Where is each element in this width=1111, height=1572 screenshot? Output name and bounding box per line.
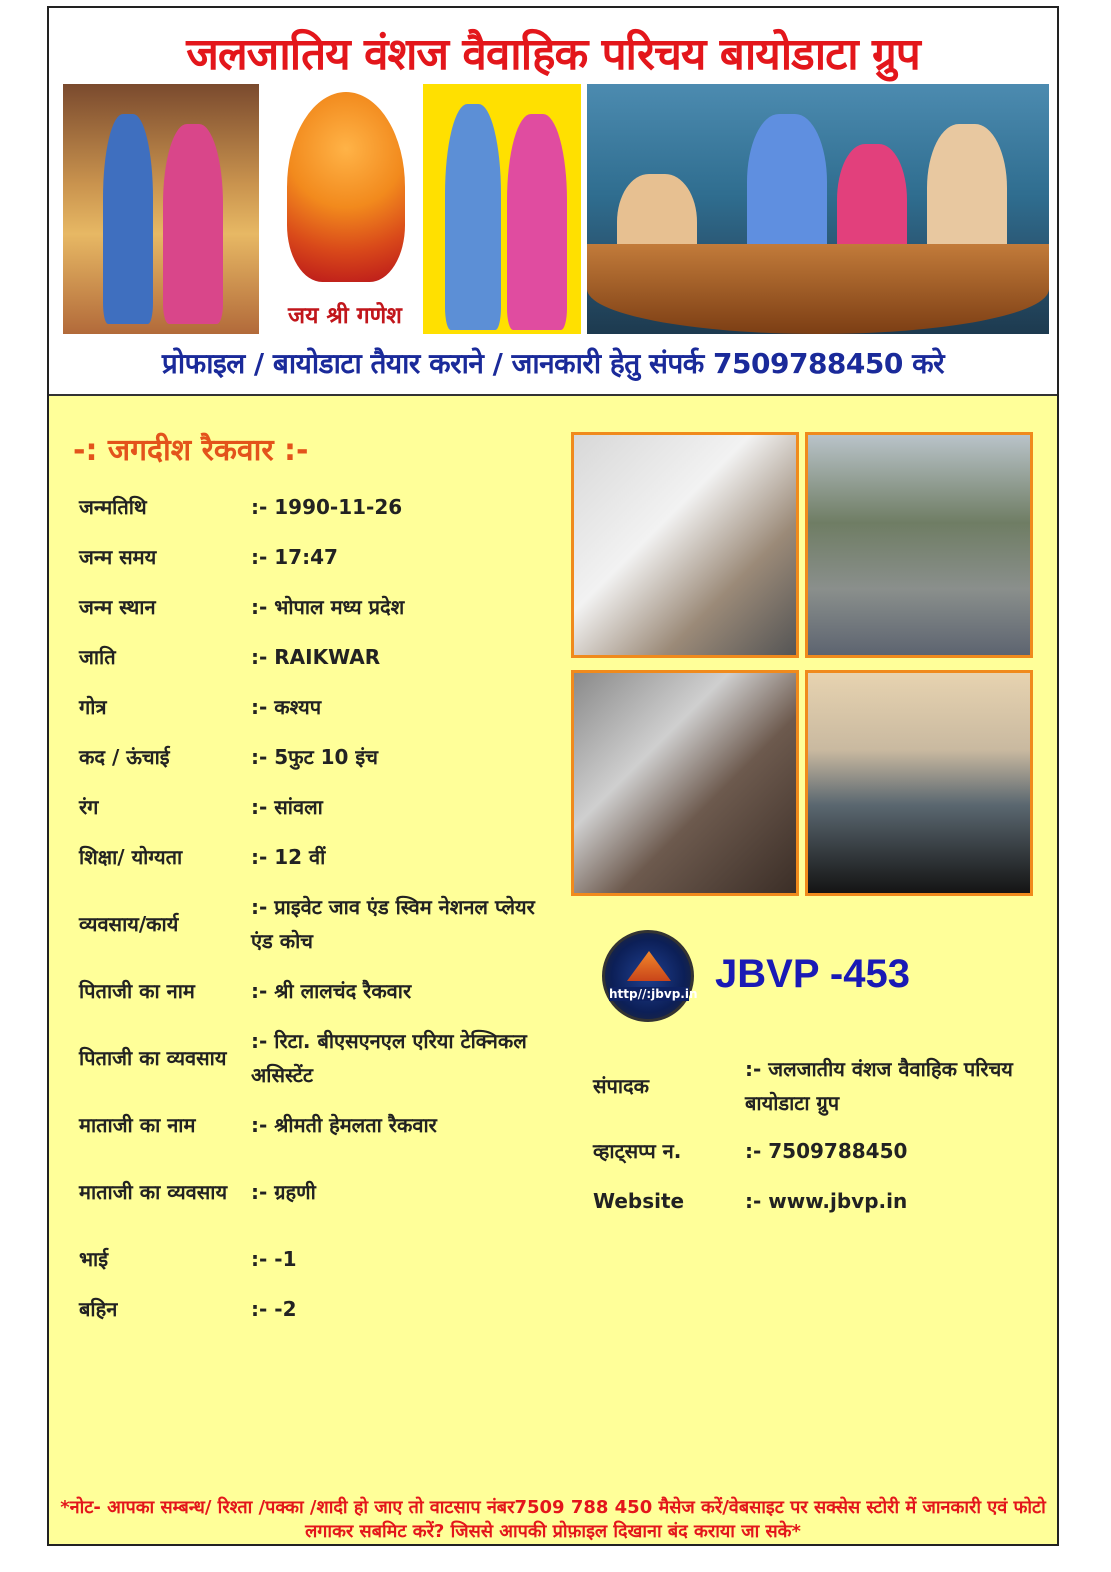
detail-label: जन्मतिथि <box>79 495 147 519</box>
ganesh-caption: जय श्री गणेश <box>288 303 402 329</box>
boat-scene-image <box>587 84 1049 334</box>
jbvp-logo-icon <box>602 930 698 1022</box>
detail-value: :- ग्रहणी <box>251 1180 316 1204</box>
whatsapp-number[interactable]: :- 7509788450 <box>745 1139 908 1163</box>
group-title: जलजातिय वंशज वैवाहिक परिचय बायोडाटा ग्रुप <box>186 29 920 80</box>
detail-label: जाति <box>79 645 116 669</box>
detail-row <box>79 682 559 732</box>
website-link[interactable]: :- www.jbvp.in <box>745 1189 908 1213</box>
candidate-name: -: जगदीश रैकवार :- <box>73 433 309 468</box>
detail-row <box>79 782 559 832</box>
detail-row <box>79 732 559 782</box>
detail-row <box>79 1016 559 1100</box>
detail-label: पिताजी का व्यवसाय <box>79 1046 227 1070</box>
detail-label: बहिन <box>79 1297 118 1321</box>
detail-value: :- 5फुट 10 इंच <box>251 745 378 769</box>
editor-label: Website <box>593 1189 685 1213</box>
detail-row <box>79 532 559 582</box>
detail-label: जन्म स्थान <box>79 595 156 619</box>
detail-row <box>79 582 559 632</box>
detail-value: :- श्री लालचंद रैकवार <box>251 979 412 1003</box>
detail-row <box>79 1234 559 1284</box>
detail-value: :- 12 वीं <box>251 845 326 869</box>
house-icon <box>627 951 671 981</box>
detail-label: शिक्षा/ योग्यता <box>79 845 183 869</box>
ram-sita-image <box>63 84 259 334</box>
detail-row <box>79 966 559 1016</box>
editor-table <box>593 1046 1033 1226</box>
detail-row <box>79 1284 559 1334</box>
detail-value: :- 17:47 <box>251 545 338 569</box>
detail-row <box>79 632 559 682</box>
detail-value: :- -1 <box>251 1247 297 1271</box>
detail-label: व्यवसाय/कार्य <box>79 912 179 936</box>
candidate-photo-4 <box>805 670 1033 896</box>
candidate-photo-1 <box>571 432 799 658</box>
profile-code: JBVP -453 <box>715 952 910 996</box>
boat <box>587 244 1049 334</box>
candidate-photo-2 <box>805 432 1033 658</box>
editor-value: :- जलजातीय वंशज वैवाहिक परिचय बायोडाटा ग्रुप <box>745 1057 1013 1115</box>
detail-row <box>79 882 559 966</box>
detail-label: जन्म समय <box>79 545 157 569</box>
detail-label: भाई <box>79 1247 109 1271</box>
detail-value: :- -2 <box>251 1297 297 1321</box>
detail-row <box>79 832 559 882</box>
detail-value: :- सांवला <box>251 795 323 819</box>
detail-value: :- कश्यप <box>251 695 322 719</box>
details-table <box>79 482 559 1334</box>
photo-grid <box>571 432 1033 898</box>
figure-ram <box>103 114 153 324</box>
biodata-sheet <box>47 6 1059 1546</box>
detail-label: रंग <box>79 795 99 819</box>
header <box>49 8 1057 396</box>
detail-label: माताजी का नाम <box>79 1113 196 1137</box>
detail-row <box>79 1100 559 1150</box>
figure-sita <box>507 114 567 330</box>
detail-value: :- रिटा. बीएसएनएल एरिया टेक्निकल असिस्टेंट <box>251 1029 527 1087</box>
detail-value: :- भोपाल मध्य प्रदेश <box>251 595 405 619</box>
footer-note: *नोट- आपका सम्बन्ध/ रिश्ता /पक्का /शादी हो जाए तो वाटसाप नंबर7509 788 450 मैसेज करें/वेबसाइट पर सक्सेस स्टोरी में जानकारी एवं फोटो लगाकर सबमिट करें? जिससे आपकी प्रोफ़ाइल दिखाना बंद कराया जा सके* <box>60 1497 1046 1542</box>
detail-value: :- 1990-11-26 <box>251 495 403 519</box>
detail-label: गोत्र <box>79 695 107 719</box>
ganesh-image <box>271 84 419 334</box>
editor-label: संपादक <box>593 1074 650 1098</box>
detail-row <box>79 482 559 532</box>
contact-line: प्रोफाइल / बायोडाटा तैयार कराने / जानकारी हेतु संपर्क 7509788450 करे <box>161 347 945 380</box>
detail-label: कद / ऊंचाई <box>79 745 170 769</box>
ganesh-figure <box>287 92 405 282</box>
editor-label: व्हाट्सप्प न. <box>593 1139 682 1163</box>
editor-row <box>593 1126 1033 1176</box>
detail-value: :- प्राइवेट जाव एंड स्विम नेशनल प्लेयर एंड कोच <box>251 895 535 953</box>
logo-text: http//:jbvp.in <box>609 987 698 1001</box>
detail-row <box>79 1150 559 1234</box>
figure-sita <box>163 124 223 324</box>
ram-sita-yellow-image <box>423 84 581 334</box>
detail-label: माताजी का व्यवसाय <box>79 1180 228 1204</box>
detail-value: :- RAIKWAR <box>251 645 381 669</box>
candidate-photo-3 <box>571 670 799 896</box>
detail-label: पिताजी का नाम <box>79 979 195 1003</box>
figure-ram <box>445 104 501 330</box>
detail-value: :- श्रीमती हेमलता रैकवार <box>251 1113 437 1137</box>
editor-row <box>593 1176 1033 1226</box>
editor-row <box>593 1046 1033 1126</box>
